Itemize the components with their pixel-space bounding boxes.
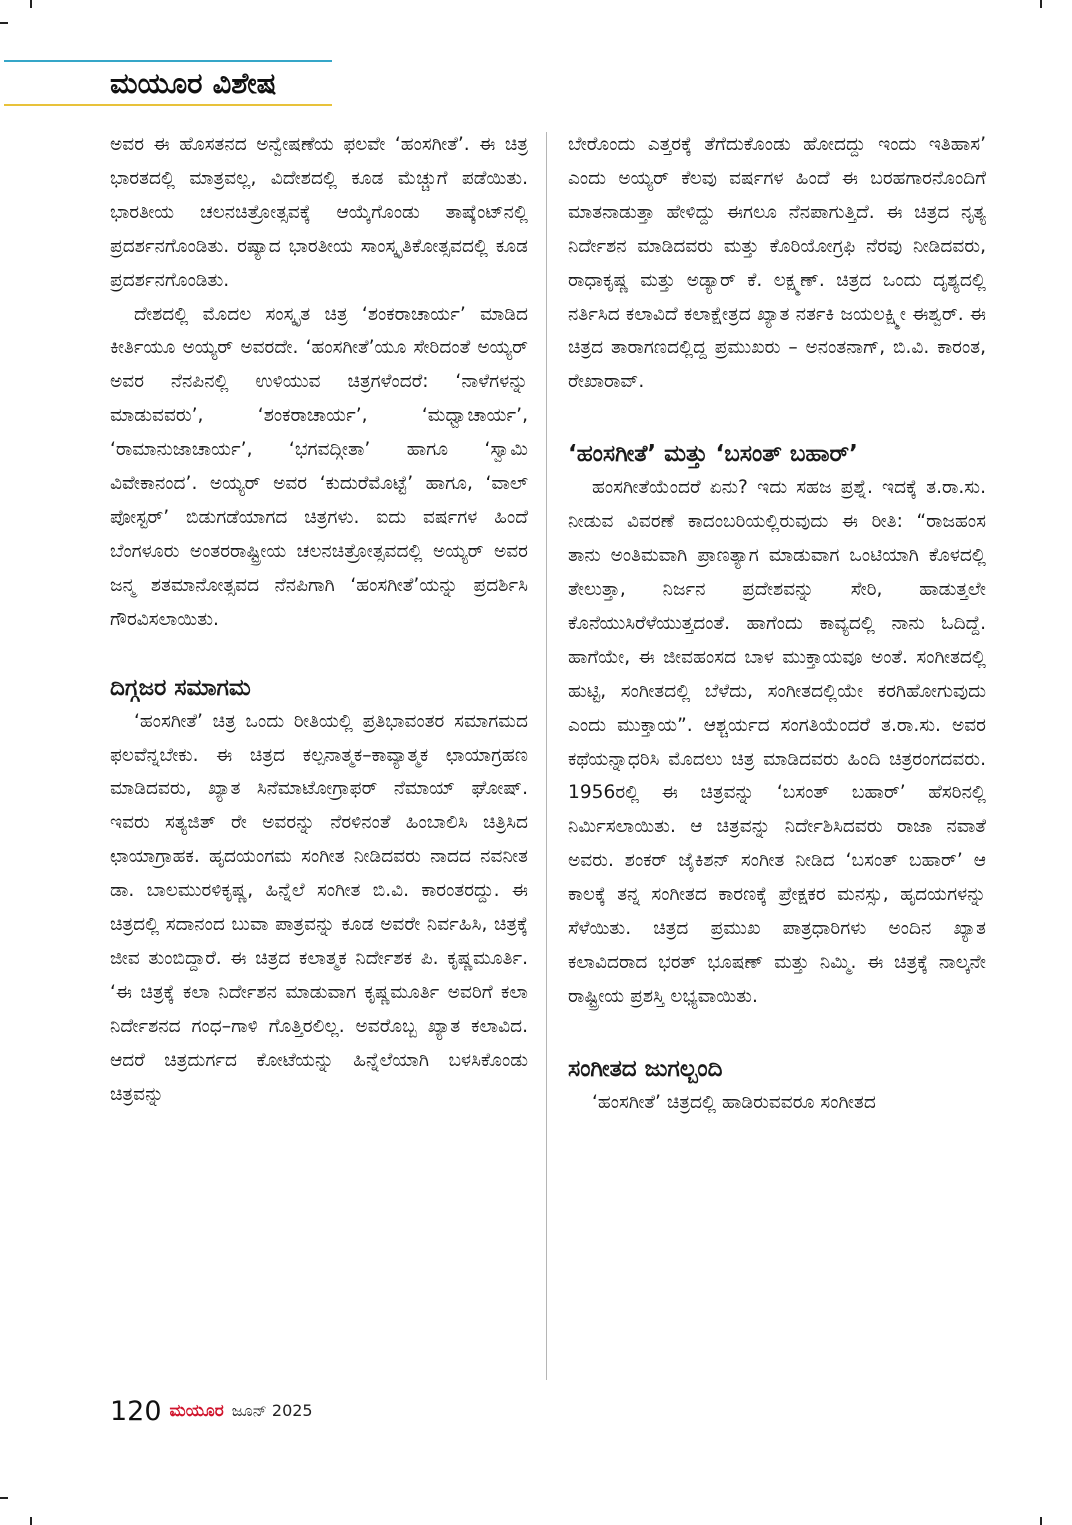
right-column bbox=[568, 128, 986, 1120]
section-title: ಮಯೂರ ವಿಶೇಷ bbox=[110, 66, 277, 100]
crop-mark bbox=[30, 0, 32, 8]
crop-mark bbox=[0, 22, 8, 24]
crop-mark bbox=[1040, 0, 1042, 8]
magazine-logo: ಮಯೂರ bbox=[169, 1401, 224, 1421]
crop-mark bbox=[30, 1517, 32, 1525]
article-paragraph: ದೇಶದಲ್ಲಿ ಮೊದಲ ಸಂಸ್ಕೃತ ಚಿತ್ರ ‘ಶಂಕರಾಚಾರ್ಯ’ ಮಾಡಿದ ಕೀರ್ತಿಯೂ ಅಯ್ಯರ್ ಅವರದೇ. ‘ಹಂಸಗೀತೆ’ಯೂ ಸೇರಿದಂತೆ ಅಯ್ಯರ್ ಅವರ ನೆನಪಿನಲ್ಲಿ ಉಳಿಯುವ ಚಿತ್ರಗಳೆಂದರೆ: ‘ನಾಳೆಗಳನ್ನು ಮಾಡುವವರು’, ‘ಶಂಕರಾಚಾರ್ಯ’, ‘ಮಧ್ವಾಚಾರ್ಯ’, ‘ರಾಮಾನುಜಾಚಾರ್ಯ’, ‘ಭಗವದ್ಗೀತಾ’ ಹಾಗೂ ‘ಸ್ವಾಮಿ ವಿವೇಕಾನಂದ’. ಅಯ್ಯರ್ ಅವರ ‘ಕುದುರೆಮೊಟ್ಟೆ’ ಹಾಗೂ, ‘ವಾಲ್ ಪೋಸ್ಟರ್’ ಬಿಡುಗಡೆಯಾಗದ ಚಿತ್ರಗಳು. ಐದು ವರ್ಷಗಳ ಹಿಂದೆ ಬೆಂಗಳೂರು ಅಂತರರಾಷ್ಟ್ರೀಯ ಚಲನಚಿತ್ರೋತ್ಸವದಲ್ಲಿ ಅಯ್ಯರ್ ಅವರ ಜನ್ಮ ಶತಮಾನೋತ್ಸವದ ನೆನಪಿಗಾಗಿ ‘ಹಂಸಗೀತೆ’ಯನ್ನು ಪ್ರದರ್ಶಿಸಿ ಗೌರವಿಸಲಾಯಿತು. bbox=[110, 303, 528, 630]
left-column bbox=[110, 128, 528, 1111]
article-paragraph: ಬೇರೊಂದು ಎತ್ತರಕ್ಕೆ ತೆಗೆದುಕೊಂಡು ಹೋದದ್ದು ಇಂದು ಇತಿಹಾಸ’ ಎಂದು ಅಯ್ಯರ್ ಕೆಲವು ವರ್ಷಗಳ ಹಿಂದೆ ಈ ಬರಹಗಾರನೊಂದಿಗೆ ಮಾತನಾಡುತ್ತಾ ಹೇಳಿದ್ದು ಈಗಲೂ ನೆನಪಾಗುತ್ತಿದೆ. ಈ ಚಿತ್ರದ ನೃತ್ಯ ನಿರ್ದೇಶನ ಮಾಡಿದವರು ಮತ್ತು ಕೊರಿಯೋಗ್ರಫಿ ನೆರವು ನೀಡಿದವರು, ರಾಧಾಕೃಷ್ಣ ಮತ್ತು ಅಡ್ಯಾರ್ ಕೆ. ಲಕ್ಷ್ಮಣ್. ಚಿತ್ರದ ಒಂದು ದೃಶ್ಯದಲ್ಲಿ ನರ್ತಿಸಿದ ಕಲಾವಿದೆ ಕಲಾಕ್ಷೇತ್ರದ ಖ್ಯಾತ ನರ್ತಕಿ ಜಯಲಕ್ಷ್ಮೀ ಈಶ್ವರ್. ಈ ಚಿತ್ರದ ತಾರಾಗಣದಲ್ಲಿದ್ದ ಪ್ರಮುಖರು – ಅನಂತನಾಗ್, ಬಿ.ವಿ. ಕಾರಂತ, ರೇಖಾರಾವ್. bbox=[568, 134, 986, 393]
page-number: 120 bbox=[110, 1395, 162, 1427]
article-paragraph: ಹಂಸಗೀತೆಯೆಂದರೆ ಏನು? ಇದು ಸಹಜ ಪ್ರಶ್ನೆ. ಇದಕ್ಕೆ ತ.ರಾ.ಸು. ನೀಡುವ ವಿವರಣೆ ಕಾದಂಬರಿಯಲ್ಲಿರುವುದು ಈ ರೀತಿ: “ರಾಜಹಂಸ ತಾನು ಅಂತಿಮವಾಗಿ ಪ್ರಾಣತ್ಯಾಗ ಮಾಡುವಾಗ ಒಂಟಿಯಾಗಿ ಕೊಳದಲ್ಲಿ ತೇಲುತ್ತಾ, ನಿರ್ಜನ ಪ್ರದೇಶವನ್ನು ಸೇರಿ, ಹಾಡುತ್ತಲೇ ಕೊನೆಯುಸಿರೆಳೆಯುತ್ತದಂತೆ. ಹಾಗೆಂದು ಕಾವ್ಯದಲ್ಲಿ ನಾನು ಓದಿದ್ದೆ. ಹಾಗೆಯೇ, ಈ ಜೀವಹಂಸದ ಬಾಳ ಮುಕ್ತಾಯವೂ ಅಂತೆ. ಸಂಗೀತದಲ್ಲಿ ಹುಟ್ಟಿ, ಸಂಗೀತದಲ್ಲಿ ಬೆಳೆದು, ಸಂಗೀತದಲ್ಲಿಯೇ ಕರಗಿಹೋಗುವುದು ಎಂದು ಮುಕ್ತಾಯ”. ಆಶ್ಚರ್ಯದ ಸಂಗತಿಯೆಂದರೆ ತ.ರಾ.ಸು. ಅವರ ಕಥೆಯನ್ನಾಧರಿಸಿ ಮೊದಲು ಚಿತ್ರ ಮಾಡಿದವರು ಹಿಂದಿ ಚಿತ್ರರಂಗದವರು. 1956ರಲ್ಲಿ ಈ ಚಿತ್ರವನ್ನು ‘ಬಸಂತ್ ಬಹಾರ್’ ಹೆಸರಿನಲ್ಲಿ ನಿರ್ಮಿಸಲಾಯಿತು. ಆ ಚಿತ್ರವನ್ನು ನಿರ್ದೇಶಿಸಿದವರು ರಾಜಾ ನವಾತೆ ಅವರು. ಶಂಕರ್ ಜೈಕಿಶನ್ ಸಂಗೀತ ನೀಡಿದ ‘ಬಸಂತ್ ಬಹಾರ್’ ಆ ಕಾಲಕ್ಕೆ ತನ್ನ ಸಂಗೀತದ ಕಾರಣಕ್ಕೆ ಪ್ರೇಕ್ಷಕರ ಮನಸ್ಸು, ಹೃದಯಗಳನ್ನು ಸೆಳೆಯಿತು. ಚಿತ್ರದ ಪ್ರಮುಖ ಪಾತ್ರಧಾರಿಗಳು ಅಂದಿನ ಖ್ಯಾತ ಕಲಾವಿದರಾದ ಭರತ್ ಭೂಷಣ್ ಮತ್ತು ನಿಮ್ಮಿ. ಈ ಚಿತ್ರಕ್ಕೆ ನಾಲ್ಕನೇ ರಾಷ್ಟ್ರೀಯ ಪ್ರಶಸ್ತಿ ಲಭ್ಯವಾಯಿತು. bbox=[568, 477, 986, 1007]
crop-mark bbox=[0, 1497, 8, 1499]
subheading: ಸಂಗೀತದ ಜುಗಲ್ಬಂದಿ bbox=[568, 1055, 723, 1082]
article-paragraph: ಅವರ ಈ ಹೊಸತನದ ಅನ್ವೇಷಣೆಯ ಫಲವೇ ‘ಹಂಸಗೀತೆ’. ಈ ಚಿತ್ರ ಭಾರತದಲ್ಲಿ ಮಾತ್ರವಲ್ಲ, ವಿದೇಶದಲ್ಲಿ ಕೂಡ ಮೆಚ್ಚುಗೆ ಪಡೆಯಿತು. ಭಾರತೀಯ ಚಲನಚಿತ್ರೋತ್ಸವಕ್ಕೆ ಆಯ್ಕೆಗೊಂಡು ತಾಷ್ಕೆಂಟ್‌ನಲ್ಲಿ ಪ್ರದರ್ಶನಗೊಂಡಿತು. ರಷ್ಯಾದ ಭಾರತೀಯ ಸಾಂಸ್ಕೃತಿಕೋತ್ಸವದಲ್ಲಿ ಕೂಡ ಪ್ರದರ್ಶನಗೊಂಡಿತು. bbox=[110, 134, 528, 291]
header-rule-bottom bbox=[4, 104, 332, 106]
article-paragraph: ‘ಹಂಸಗೀತೆ’ ಚಿತ್ರ ಒಂದು ರೀತಿಯಲ್ಲಿ ಪ್ರತಿಭಾವಂತರ ಸಮಾಗಮದ ಫಲವೆನ್ನಬೇಕು. ಈ ಚಿತ್ರದ ಕಲ್ಪನಾತ್ಮಕ–ಕಾವ್ಯಾತ್ಮಕ ಛಾಯಾಗ್ರಹಣ ಮಾಡಿದವರು, ಖ್ಯಾತ ಸಿನೆಮಾಟೋಗ್ರಾಫರ್ ನೆಮಾಯ್ ಘೋಷ್. ಇವರು ಸತ್ಯಜಿತ್ ರೇ ಅವರನ್ನು ನೆರಳಿನಂತೆ ಹಿಂಬಾಲಿಸಿ ಚಿತ್ರಿಸಿದ ಛಾಯಾಗ್ರಾಹಕ. ಹೃದಯಂಗಮ ಸಂಗೀತ ನೀಡಿದವರು ನಾದದ ನವನೀತ ಡಾ. ಬಾಲಮುರಳಿಕೃಷ್ಣ, ಹಿನ್ನೆಲೆ ಸಂಗೀತ ಬಿ.ವಿ. ಕಾರಂತರದ್ದು. ಈ ಚಿತ್ರದಲ್ಲಿ ಸದಾನಂದ ಬುವಾ ಪಾತ್ರವನ್ನು ಕೂಡ ಅವರೇ ನಿರ್ವಹಿಸಿ, ಚಿತ್ರಕ್ಕೆ ಜೀವ ತುಂಬಿದ್ದಾರೆ. ಈ ಚಿತ್ರದ ಕಲಾತ್ಮಕ ನಿರ್ದೇಶಕ ಪಿ. ಕೃಷ್ಣಮೂರ್ತಿ. ‘ಈ ಚಿತ್ರಕ್ಕೆ ಕಲಾ ನಿರ್ದೇಶನ ಮಾಡುವಾಗ ಕೃಷ್ಣಮೂರ್ತಿ ಅವರಿಗೆ ಕಲಾ ನಿರ್ದೇಶನದ ಗಂಧ–ಗಾಳಿ ಗೊತ್ತಿರಲಿಲ್ಲ. ಅವರೊಬ್ಬ ಖ್ಯಾತ ಕಲಾವಿದ. ಆದರೆ ಚಿತ್ರದುರ್ಗದ ಕೋಟೆಯನ್ನು ಹಿನ್ನೆಲೆಯಾಗಿ ಬಳಸಿಕೊಂಡು ಚಿತ್ರವನ್ನು bbox=[110, 710, 528, 1105]
article-paragraph: ‘ಹಂಸಗೀತೆ’ ಚಿತ್ರದಲ್ಲಿ ಹಾಡಿರುವವರೂ ಸಂಗೀತದ bbox=[592, 1091, 876, 1113]
page-footer bbox=[110, 1393, 313, 1429]
issue-date: ಜೂನ್ 2025 bbox=[231, 1401, 313, 1420]
subheading: ‘ಹಂಸಗೀತೆ’ ಮತ್ತು ‘ಬಸಂತ್ ಬಹಾರ್’ bbox=[568, 441, 858, 468]
column-divider bbox=[546, 132, 547, 1380]
crop-mark bbox=[1040, 1517, 1042, 1525]
subheading: ದಿಗ್ಗಜರ ಸಮಾಗಮ bbox=[110, 674, 251, 701]
